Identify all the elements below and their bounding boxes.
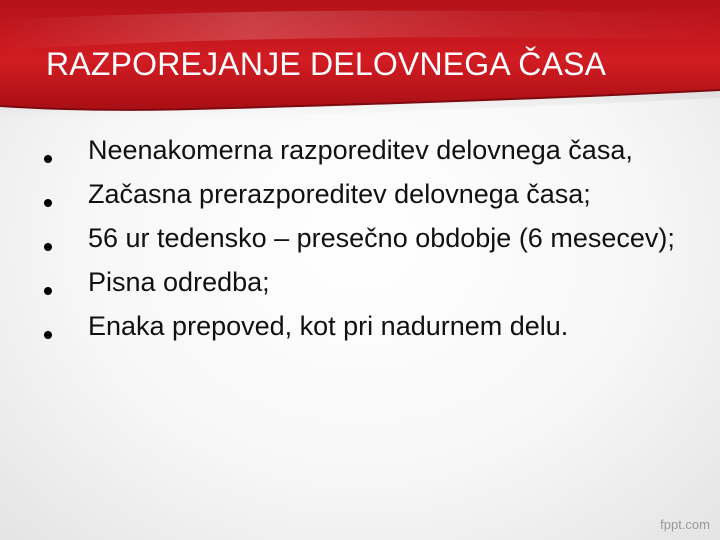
bullet-dot-icon bbox=[44, 287, 52, 295]
title-banner bbox=[0, 0, 720, 125]
bullet-item bbox=[40, 222, 680, 255]
bullet-text: Enaka prepoved, kot pri nadurnem delu. bbox=[88, 311, 569, 341]
slide-title: RAZPOREJANJE DELOVNEGA ČASA bbox=[46, 46, 607, 82]
watermark: fppt.com bbox=[660, 517, 710, 532]
bullet-item bbox=[40, 310, 680, 343]
bullet-item bbox=[40, 134, 680, 167]
bullet-item bbox=[40, 266, 680, 299]
bullet-list bbox=[40, 134, 680, 343]
bullet-text: Neenakomerna razporeditev delovnega časa, bbox=[88, 135, 633, 165]
bullet-text: 56 ur tedensko – presečno obdobje (6 mesecev); bbox=[88, 223, 675, 253]
bullet-dot-icon bbox=[44, 331, 52, 339]
bullet-dot-icon bbox=[44, 155, 52, 163]
bullet-item bbox=[40, 178, 680, 211]
bullet-dot-icon bbox=[44, 199, 52, 207]
bullet-text: Pisna odredba; bbox=[88, 267, 270, 297]
bullet-dot-icon bbox=[44, 243, 52, 251]
bullet-text: Začasna prerazporeditev delovnega časa; bbox=[88, 179, 591, 209]
